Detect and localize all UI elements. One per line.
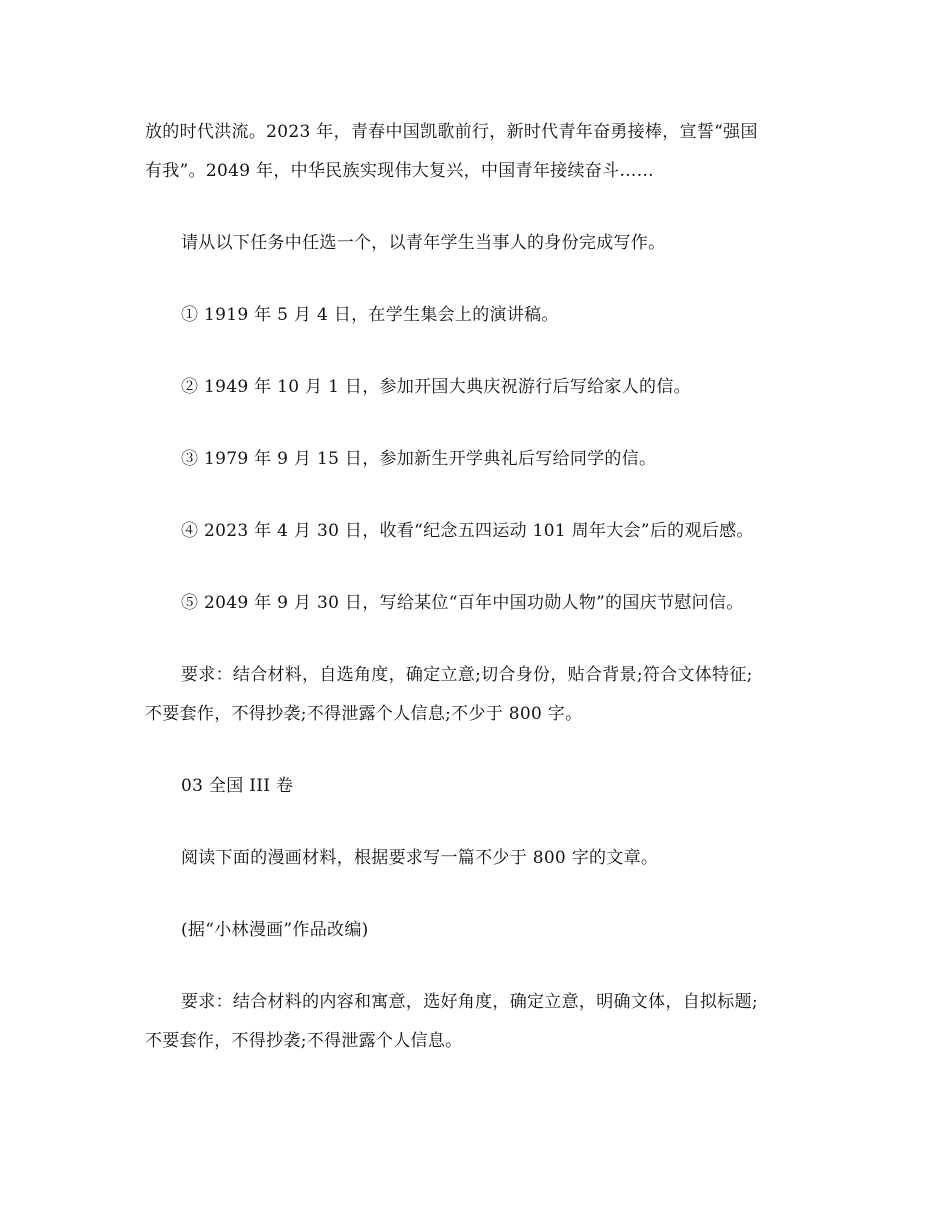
requirements-2-line-2: 不要套作，不得抄袭;不得泄露个人信息。 xyxy=(145,1031,463,1051)
requirements-1-line-1: 要求：结合材料，自选角度，确定立意;切合身份，贴合背景;符合文体特征; xyxy=(181,665,753,685)
task-option-3: ③ 1979 年 9 月 15 日，参加新生开学典礼后写给同学的信。 xyxy=(181,449,657,469)
section-heading: 03 全国 III 卷 xyxy=(181,776,294,796)
task-prompt: 请从以下任务中任选一个，以青年学生当事人的身份完成写作。 xyxy=(181,233,666,253)
intro-line-2: 有我”。2049 年，中华民族实现伟大复兴，中国青年接续奋斗…… xyxy=(145,161,654,181)
task-option-1: ① 1919 年 5 月 4 日，在学生集会上的演讲稿。 xyxy=(181,305,559,325)
reading-prompt: 阅读下面的漫画材料，根据要求写一篇不少于 800 字的文章。 xyxy=(181,848,659,868)
intro-line-1: 放的时代洪流。2023 年，青春中国凯歌前行，新时代青年奋勇接棒，宣誓“强国 xyxy=(145,122,758,142)
task-option-5: ⑤ 2049 年 9 月 30 日，写给某位“百年中国功勋人物”的国庆节慰问信。 xyxy=(181,593,744,613)
requirements-1-line-2: 不要套作，不得抄袭;不得泄露个人信息;不少于 800 字。 xyxy=(145,704,583,724)
task-option-4: ④ 2023 年 4 月 30 日，收看“纪念五四运动 101 周年大会”后的观后感。 xyxy=(181,521,754,541)
source-note: (据“小林漫画”作品改编) xyxy=(181,920,369,940)
task-option-2: ② 1949 年 10 月 1 日，参加开国大典庆祝游行后写给家人的信。 xyxy=(181,377,691,397)
requirements-2-line-1: 要求：结合材料的内容和寓意，选好角度，确定立意，明确文体，自拟标题; xyxy=(181,992,758,1012)
